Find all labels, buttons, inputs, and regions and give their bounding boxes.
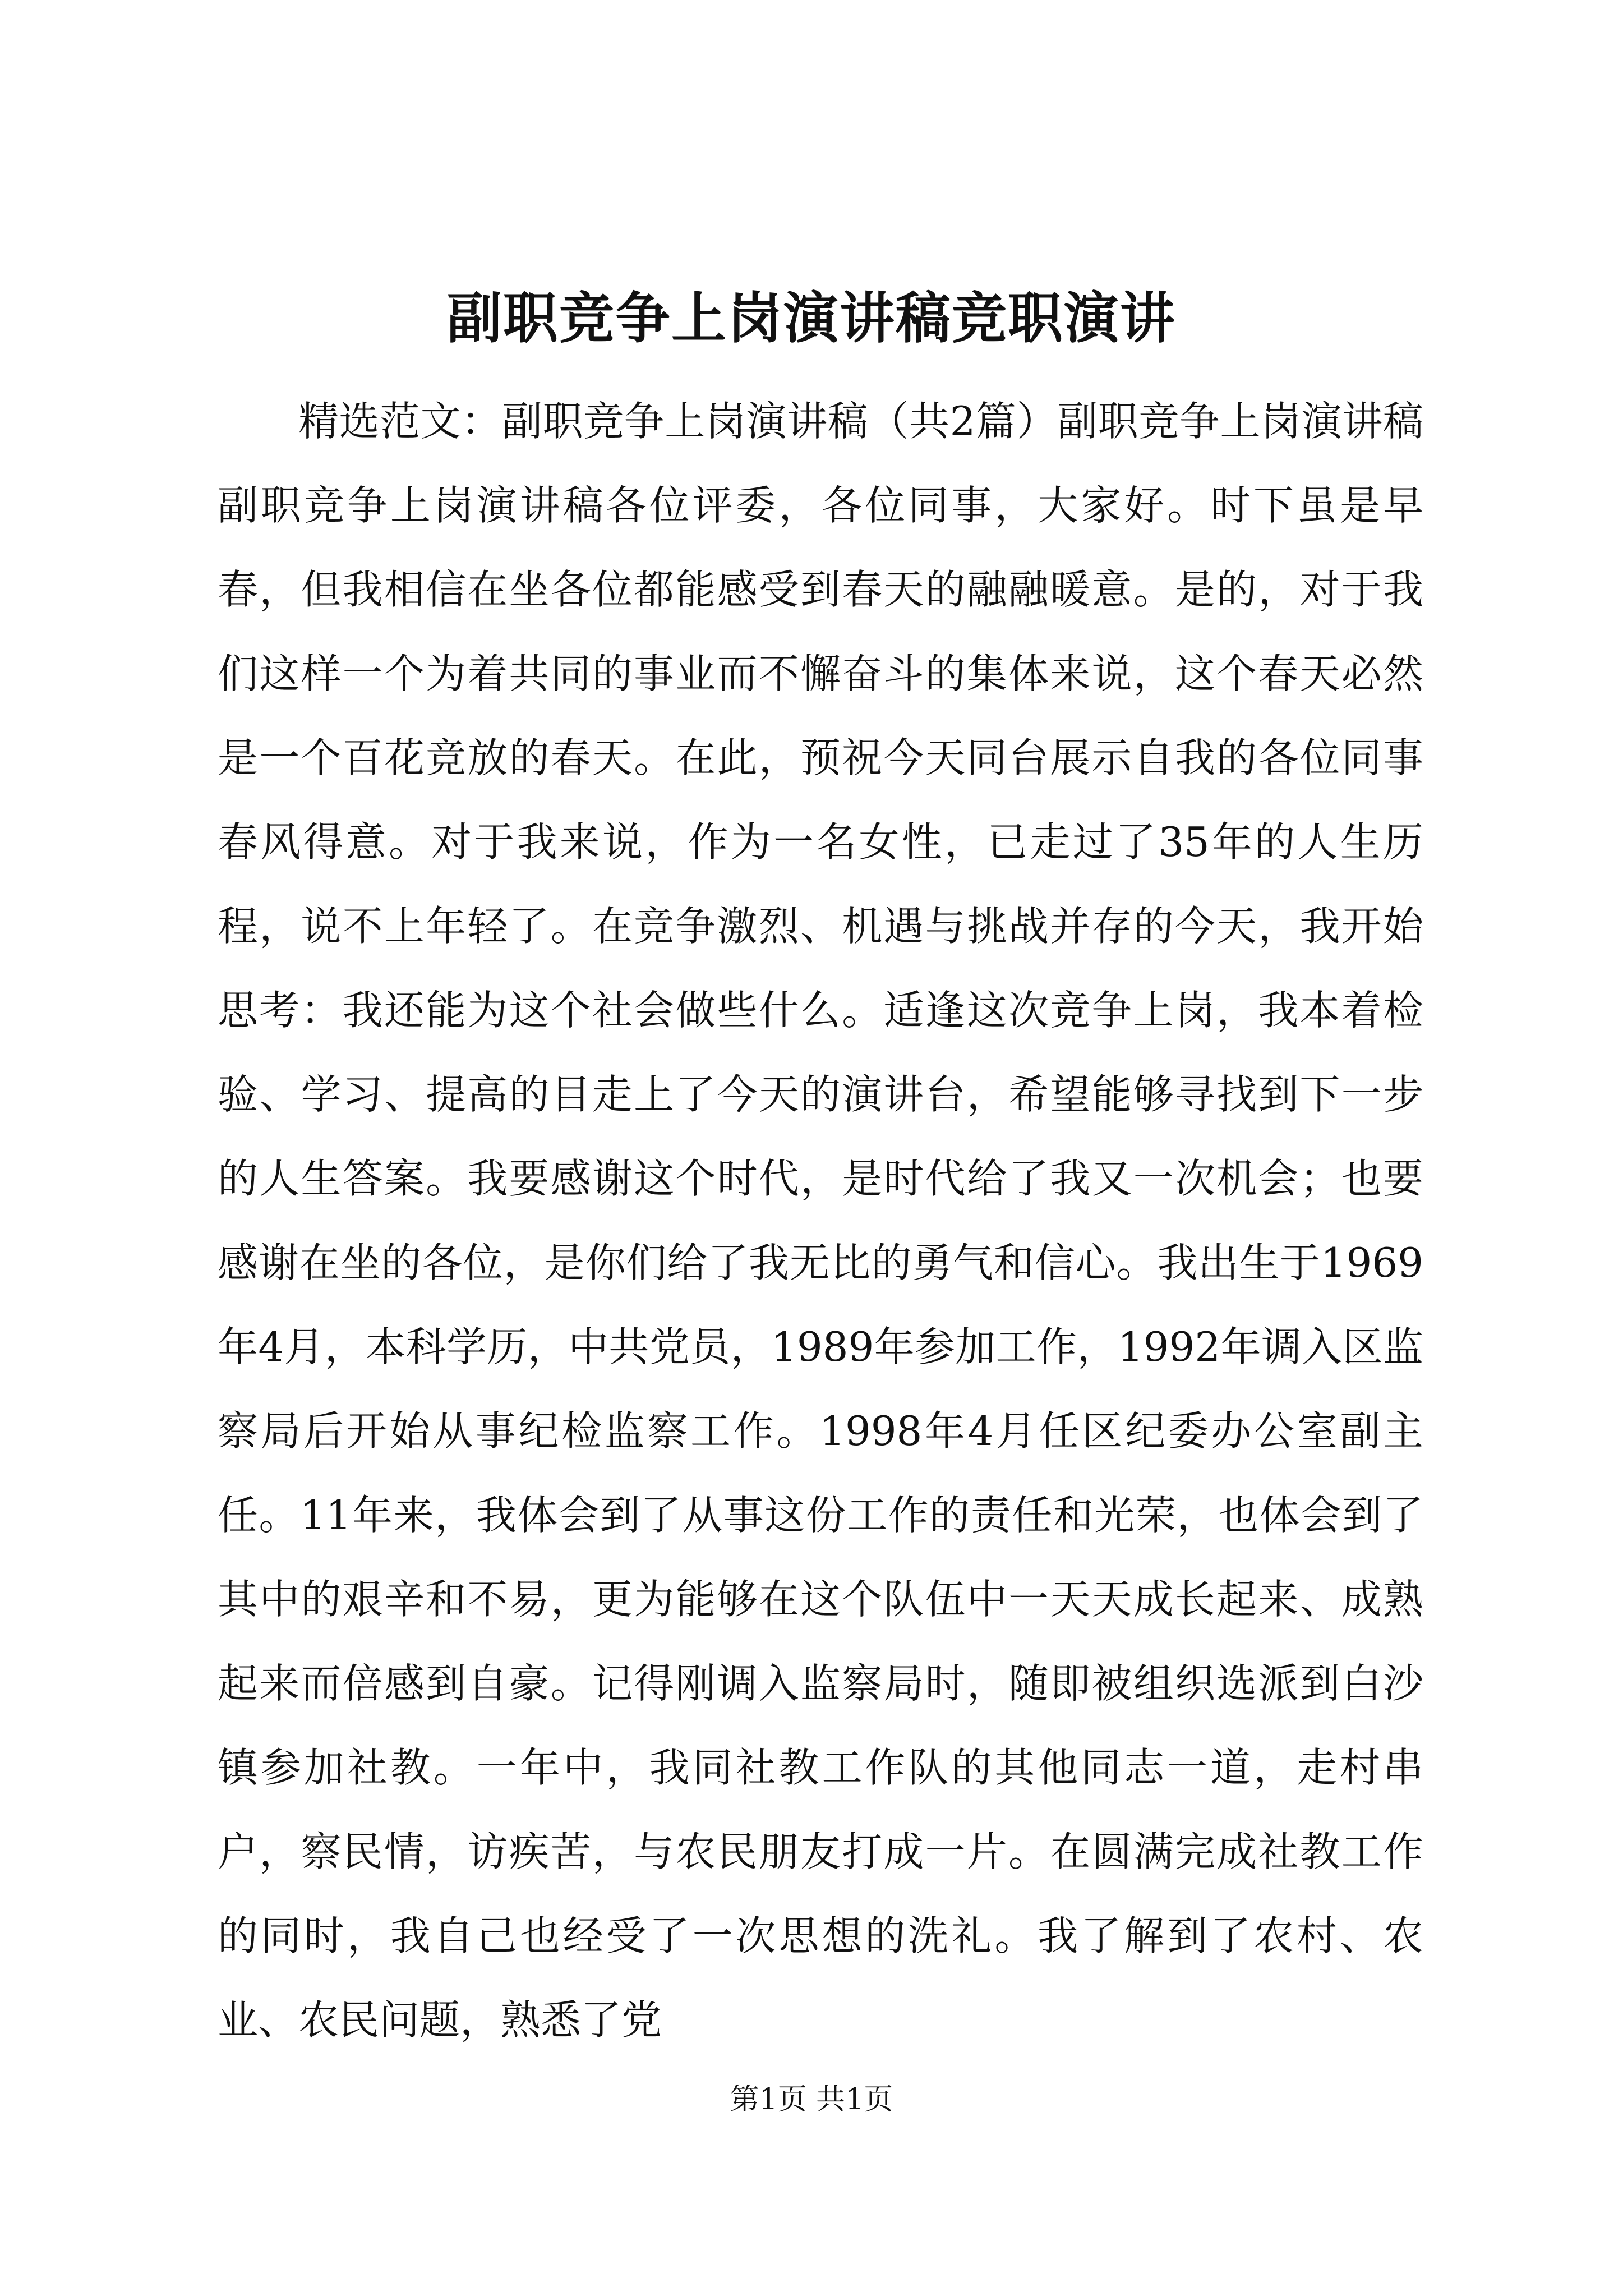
body-paragraph: 精选范文：副职竞争上岗演讲稿（共2篇）副职竞争上岗演讲稿副职竞争上岗演讲稿各位评委，各位同事，大家好。时下虽是早春，但我相信在坐各位都能感受到春天的融融暖意。是的，对于我们这样一个为着共同的事业而不懈奋斗的集体来说，这个春天必然是一个百花竞放的春天。在此，预祝今天同台展示自我的各位同事春风得意。对于我来说，作为一名女性，已走过了35年的人生历程，说不上年轻了。在竞争激烈、机遇与挑战并存的今天，我开始思考：我还能为这个社会做些什么。适逢这次竞争上岗，我本着检验、学习、提高的目走上了今天的演讲台，希望能够寻找到下一步的人生答案。我要感谢这个时代，是时代给了我又一次机会；也要感谢在坐的各位，是你们给了我无比的勇气和信心。我出生于1969年4月，本科学历，中共党员，1989年参加工作，1992年调入区监察局后开始从事纪检监察工作。1998年4月任区纪委办公室副主任。11年来，我体会到了从事这份工作的责任和光荣，也体会到了其中的艰辛和不易，更为能够在这个队伍中一天天成长起来、成熟起来而倍感到自豪。记得刚调入监察局时，随即被组织选派到白沙镇参加社教。一年中，我同社教工作队的其他同志一道，走村串户，察民情，访疾苦，与农民朋友打成一片。在圆满完成社教工作的同时，我自己也经受了一次思想的洗礼。我了解到了农村、农业、农民问题，熟悉了党	[218, 398, 1423, 2044]
document-title: 副职竞争上岗演讲稿竞职演讲	[446, 286, 1176, 351]
page-number-footer: 第1页 共1页	[730, 2083, 893, 2116]
